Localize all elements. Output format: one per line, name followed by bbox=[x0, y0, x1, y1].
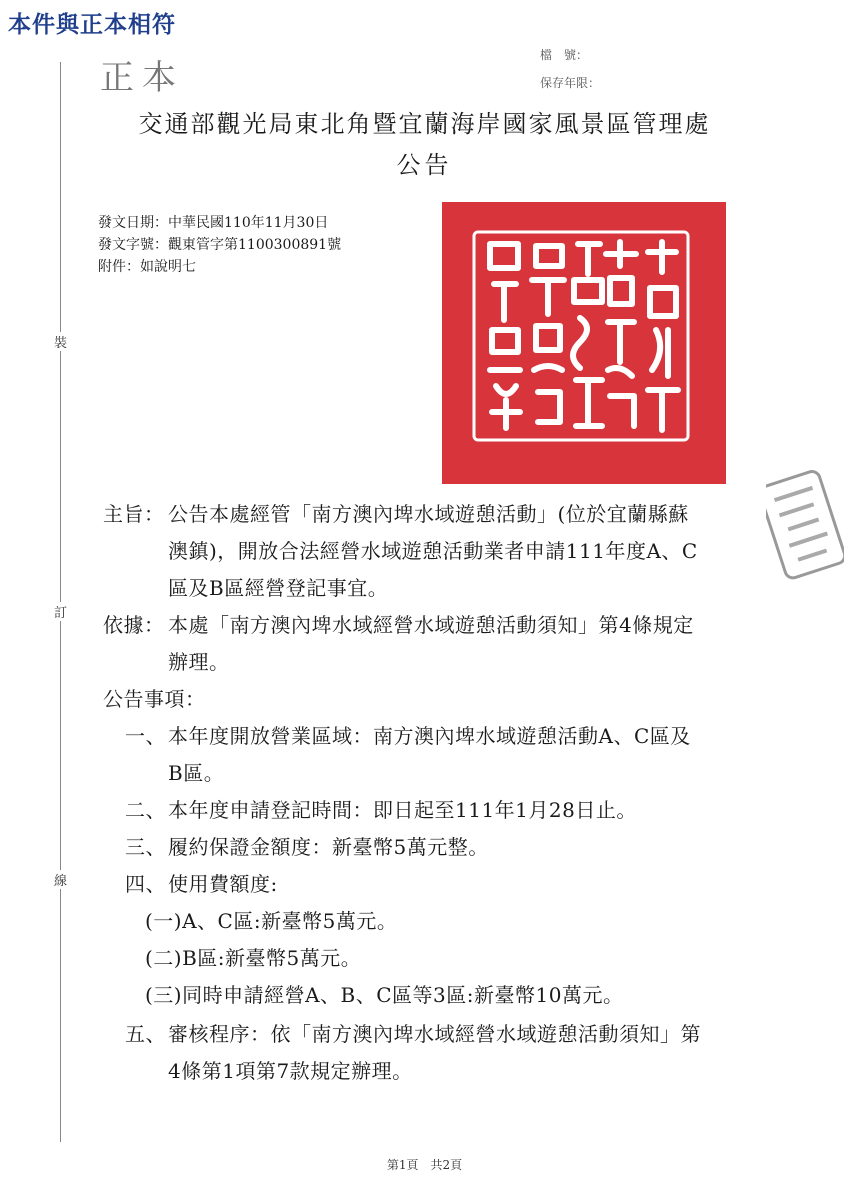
binding-mark-zhuang: 裝 bbox=[54, 332, 67, 351]
certification-stamp: 本件與正本相符 bbox=[8, 12, 176, 38]
item-2-line-1: 本年度申請登記時間：即日起至111年1月28日止。 bbox=[168, 798, 637, 822]
subject-line-1: 公告本處經管「南方澳內埤水域遊憩活動」(位於宜蘭縣蘇 bbox=[168, 502, 689, 526]
item-1-line-1: 本年度開放營業區域：南方澳內埤水域遊憩活動A、C區及 bbox=[168, 724, 691, 748]
subject-line-3: 區及B區經營登記事宜。 bbox=[168, 576, 389, 600]
subject-line-2: 澳鎮)，開放合法經營水域遊憩活動業者申請111年度A、C bbox=[168, 539, 698, 563]
issue-date: 發文日期：中華民國110年11月30日 bbox=[98, 215, 329, 231]
fee-item-2: (二)B區:新臺幣5萬元。 bbox=[145, 946, 362, 970]
retention-period-label: 保存年限： bbox=[540, 76, 601, 90]
item-5-label: 五、 bbox=[125, 1022, 166, 1046]
seal-lettering-icon bbox=[472, 230, 690, 442]
basis-label: 依據： bbox=[103, 613, 165, 637]
notice-heading: 公告事項： bbox=[103, 687, 206, 711]
binding-mark-xian: 線 bbox=[54, 870, 67, 889]
item-3-label: 三、 bbox=[125, 835, 166, 859]
item-5-line-2: 4條第1項第7款規定辦理。 bbox=[168, 1059, 413, 1083]
faded-stamp-icon bbox=[766, 470, 844, 582]
item-3-line-1: 履約保證金額度：新臺幣5萬元整。 bbox=[168, 835, 489, 859]
page-number-footer: 第1頁 共2頁 bbox=[386, 1158, 463, 1172]
basis-line-1: 本處「南方澳內埤水域經營水域遊憩活動須知」第4條規定 bbox=[168, 613, 694, 637]
item-4-label: 四、 bbox=[125, 872, 166, 896]
subject-label: 主旨： bbox=[103, 502, 165, 526]
document-type-title: 公告 bbox=[396, 151, 453, 179]
item-1-line-2: B區。 bbox=[168, 761, 225, 785]
binding-mark-ding: 訂 bbox=[54, 602, 67, 621]
fee-item-3: (三)同時申請經營A、B、C區等3區:新臺幣10萬元。 bbox=[145, 983, 624, 1007]
item-5-line-1: 審核程序：依「南方澳內埤水域經營水域遊憩活動須知」第 bbox=[168, 1022, 701, 1046]
agency-name: 交通部觀光局東北角暨宜蘭海岸國家風景區管理處 bbox=[138, 110, 711, 138]
item-4-line-1: 使用費額度: bbox=[168, 872, 278, 896]
attachment-note: 附件：如說明七 bbox=[98, 259, 196, 275]
fee-item-1: (一)A、C區:新臺幣5萬元。 bbox=[145, 909, 398, 933]
document-number: 發文字號：觀東管字第1100300891號 bbox=[98, 237, 342, 253]
item-2-label: 二、 bbox=[125, 798, 166, 822]
basis-line-2: 辦理。 bbox=[168, 650, 230, 674]
original-copy-mark: 正本 bbox=[100, 58, 184, 98]
file-number-label: 檔 號： bbox=[540, 48, 589, 62]
item-1-label: 一、 bbox=[125, 724, 166, 748]
official-seal bbox=[442, 202, 726, 484]
